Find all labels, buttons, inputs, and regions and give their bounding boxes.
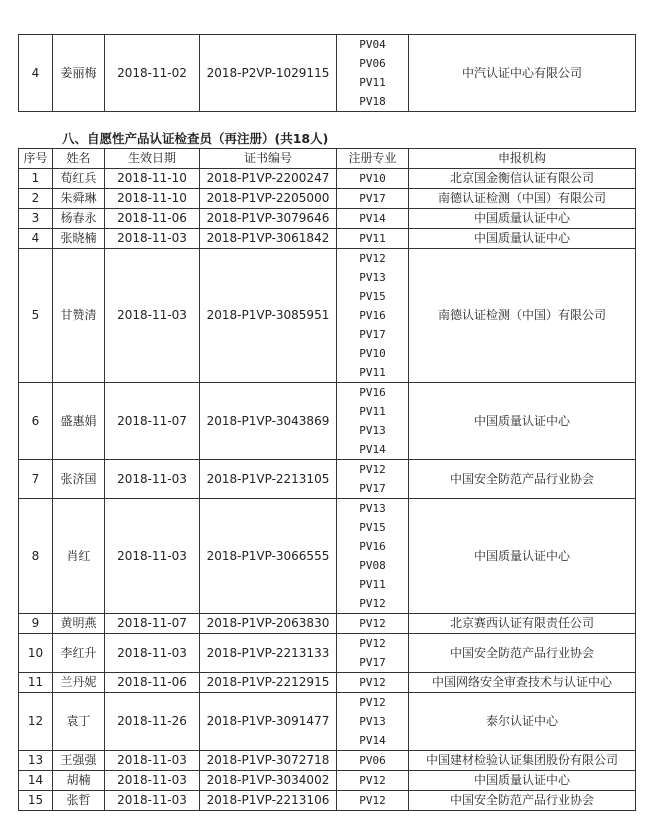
specialty-cell: [337, 383, 409, 460]
organization: 中国质量认证中心: [409, 229, 636, 249]
table-row: [19, 634, 636, 673]
specialty: PV17: [359, 328, 386, 341]
header-cell: 证书编号: [200, 149, 337, 169]
effective-date: 2018-11-03: [105, 460, 200, 499]
certificate-number: 2018-P1VP-3066555: [200, 499, 337, 614]
specialty-cell: [337, 209, 409, 229]
person-name: 李红升: [53, 634, 105, 673]
row-number: 5: [19, 249, 53, 383]
table-row: [19, 614, 636, 634]
certificate-number: 2018-P1VP-3079646: [200, 209, 337, 229]
person-name: 甘赞清: [53, 249, 105, 383]
certificate-number: 2018-P1VP-3061842: [200, 229, 337, 249]
specialty-cell: [337, 634, 409, 673]
organization: 南德认证检测（中国）有限公司: [409, 189, 636, 209]
table-row: [19, 499, 636, 614]
table-row: [19, 35, 636, 112]
effective-date: 2018-11-03: [105, 229, 200, 249]
specialty-cell: [337, 771, 409, 791]
specialty: PV18: [359, 95, 386, 108]
row-number: 4: [19, 229, 53, 249]
certificate-number: 2018-P1VP-2205000: [200, 189, 337, 209]
specialty: PV12: [359, 617, 386, 630]
header-cell: 序号: [19, 149, 53, 169]
row-number: 13: [19, 751, 53, 771]
organization: 中国安全防范产品行业协会: [409, 460, 636, 499]
specialty: PV10: [359, 347, 386, 360]
effective-date: 2018-11-03: [105, 634, 200, 673]
person-name: 盛惠娟: [53, 383, 105, 460]
row-number: 3: [19, 209, 53, 229]
effective-date: 2018-11-03: [105, 791, 200, 811]
organization: 中汽认证中心有限公司: [409, 35, 636, 112]
certificate-number: 2018-P1VP-2213105: [200, 460, 337, 499]
specialty: PV15: [359, 521, 386, 534]
row-number: 11: [19, 673, 53, 693]
table-row: [19, 169, 636, 189]
specialty-cell: [337, 169, 409, 189]
specialty: PV17: [359, 656, 386, 669]
specialty: PV11: [359, 366, 386, 379]
effective-date: 2018-11-06: [105, 673, 200, 693]
row-number: 15: [19, 791, 53, 811]
certificate-number: 2018-P1VP-2200247: [200, 169, 337, 189]
row-number: 9: [19, 614, 53, 634]
specialty: PV17: [359, 192, 386, 205]
person-name: 肖红: [53, 499, 105, 614]
specialty: PV06: [359, 754, 386, 767]
specialty-cell: [337, 614, 409, 634]
certificate-number: 2018-P1VP-2212915: [200, 673, 337, 693]
header-cell: 生效日期: [105, 149, 200, 169]
specialty-cell: [337, 249, 409, 383]
specialty: PV15: [359, 290, 386, 303]
table-row: [19, 791, 636, 811]
specialty-cell: [337, 693, 409, 751]
specialty-cell: [337, 791, 409, 811]
specialty: PV10: [359, 172, 386, 185]
specialty-cell: [337, 229, 409, 249]
person-name: 杨春永: [53, 209, 105, 229]
specialty: PV11: [359, 405, 386, 418]
header-row: [19, 149, 636, 169]
row-number: 1: [19, 169, 53, 189]
effective-date: 2018-11-03: [105, 771, 200, 791]
specialty-cell: [337, 460, 409, 499]
certificate-number: 2018-P2VP-1029115: [200, 35, 337, 112]
specialty: PV13: [359, 502, 386, 515]
certificate-number: 2018-P1VP-2213106: [200, 791, 337, 811]
person-name: 胡楠: [53, 771, 105, 791]
specialty: PV14: [359, 212, 386, 225]
person-name: 张晓楠: [53, 229, 105, 249]
specialty: PV04: [359, 38, 386, 51]
specialty-cell: [337, 673, 409, 693]
table-row: [19, 209, 636, 229]
header-cell: 申报机构: [409, 149, 636, 169]
specialty: PV13: [359, 424, 386, 437]
specialty: PV16: [359, 386, 386, 399]
specialty: PV11: [359, 76, 386, 89]
person-name: 王强强: [53, 751, 105, 771]
specialty: PV11: [359, 578, 386, 591]
specialty: PV13: [359, 271, 386, 284]
certificate-number: 2018-P1VP-3072718: [200, 751, 337, 771]
specialty: PV14: [359, 443, 386, 456]
specialty-cell: [337, 499, 409, 614]
organization: 中国建材检验认证集团股份有限公司: [409, 751, 636, 771]
table-row: [19, 249, 636, 383]
person-name: 张济国: [53, 460, 105, 499]
table-row: [19, 673, 636, 693]
certificate-number: 2018-P1VP-2063830: [200, 614, 337, 634]
organization: 南德认证检测（中国）有限公司: [409, 249, 636, 383]
effective-date: 2018-11-10: [105, 189, 200, 209]
table-row: [19, 229, 636, 249]
row-number: 12: [19, 693, 53, 751]
certificate-number: 2018-P1VP-3085951: [200, 249, 337, 383]
header-cell: 注册专业: [337, 149, 409, 169]
previous-section-table: [18, 34, 636, 112]
organization: 中国质量认证中心: [409, 209, 636, 229]
person-name: 袁丁: [53, 693, 105, 751]
organization: 中国网络安全审查技术与认证中心: [409, 673, 636, 693]
organization: 北京赛西认证有限责任公司: [409, 614, 636, 634]
organization: 中国质量认证中心: [409, 383, 636, 460]
specialty: PV17: [359, 482, 386, 495]
specialty: PV16: [359, 540, 386, 553]
specialty: PV12: [359, 463, 386, 476]
table-row: [19, 460, 636, 499]
specialty: PV12: [359, 774, 386, 787]
table-row: [19, 189, 636, 209]
row-number: 14: [19, 771, 53, 791]
organization: 中国质量认证中心: [409, 771, 636, 791]
specialty-cell: [337, 751, 409, 771]
specialty-cell: [337, 189, 409, 209]
row-number: 10: [19, 634, 53, 673]
table-row: [19, 383, 636, 460]
organization: 泰尔认证中心: [409, 693, 636, 751]
table-row: [19, 751, 636, 771]
specialty: PV12: [359, 637, 386, 650]
person-name: 荀红兵: [53, 169, 105, 189]
specialty: PV11: [359, 232, 386, 245]
row-number: 4: [19, 35, 53, 112]
specialty: PV12: [359, 696, 386, 709]
table-row: [19, 693, 636, 751]
specialty: PV16: [359, 309, 386, 322]
effective-date: 2018-11-03: [105, 249, 200, 383]
specialty: PV12: [359, 676, 386, 689]
row-number: 2: [19, 189, 53, 209]
row-number: 6: [19, 383, 53, 460]
effective-date: 2018-11-02: [105, 35, 200, 112]
specialty: PV12: [359, 794, 386, 807]
certificate-number: 2018-P1VP-3091477: [200, 693, 337, 751]
specialty: PV12: [359, 252, 386, 265]
effective-date: 2018-11-26: [105, 693, 200, 751]
certificate-number: 2018-P1VP-3034002: [200, 771, 337, 791]
inspector-table: [18, 148, 636, 811]
organization: 中国安全防范产品行业协会: [409, 634, 636, 673]
certificate-number: 2018-P1VP-3043869: [200, 383, 337, 460]
section-title: 八、自愿性产品认证检查员（再注册）(共18人): [62, 131, 329, 146]
organization: 中国质量认证中心: [409, 499, 636, 614]
table-row: [19, 771, 636, 791]
effective-date: 2018-11-07: [105, 614, 200, 634]
organization: 北京国金衡信认证有限公司: [409, 169, 636, 189]
effective-date: 2018-11-03: [105, 751, 200, 771]
person-name: 朱舜琳: [53, 189, 105, 209]
specialty: PV08: [359, 559, 386, 572]
effective-date: 2018-11-06: [105, 209, 200, 229]
effective-date: 2018-11-03: [105, 499, 200, 614]
certificate-number: 2018-P1VP-2213133: [200, 634, 337, 673]
person-name: 黄明燕: [53, 614, 105, 634]
specialty: PV13: [359, 715, 386, 728]
person-name: 兰丹妮: [53, 673, 105, 693]
person-name: 姜丽梅: [53, 35, 105, 112]
row-number: 8: [19, 499, 53, 614]
specialty: PV06: [359, 57, 386, 70]
specialty: PV14: [359, 734, 386, 747]
organization: 中国安全防范产品行业协会: [409, 791, 636, 811]
specialty: PV12: [359, 597, 386, 610]
specialty-cell: [337, 35, 409, 112]
effective-date: 2018-11-07: [105, 383, 200, 460]
header-cell: 姓名: [53, 149, 105, 169]
row-number: 7: [19, 460, 53, 499]
person-name: 张哲: [53, 791, 105, 811]
effective-date: 2018-11-10: [105, 169, 200, 189]
